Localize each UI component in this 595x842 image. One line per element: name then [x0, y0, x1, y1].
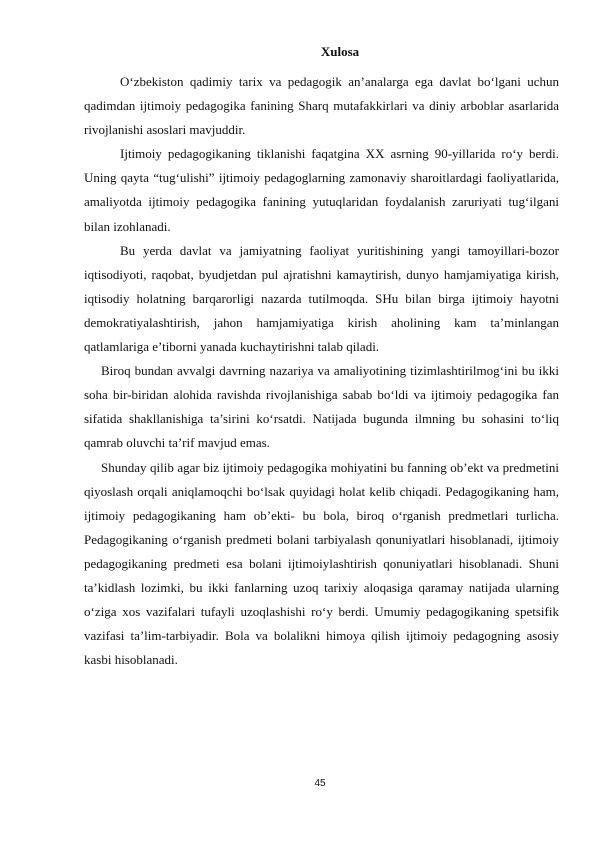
- paragraph-5: Shunday qilib agar biz ijtimoiy pedagogika mohiyatini bu fanning ob’ekt va predmetini qiyoslash orqali aniqlamoqchi bo‘lsak quyidagi holat kelib chiqadi. Pedagogikaning ham, ijtimoiy pedagogikaning ham ob’ekti- bu bola, biroq o‘rganish predmetlari turlicha. Pedagogikaning o‘rganish predmeti bolani tarbiyalash qonuniyatlari hisoblanadi, ijtimoiy pedagogikaning predmeti esa bolani ijtimoiylashtirish qonuniyatlari hisoblanadi. Shuni ta’kidlash lozimki, bu ikki fanlarning uzoq tarixiy aloqasiga qaramay natijada ularning o‘ziga xos vazifalari tufayli uzoqlashishi ro‘y berdi. Umumiy pedagogikaning spetsifik vazifasi ta’lim-tarbiyadir. Bola va bolalikni himoya qilish ijtimoiy pedagogning asosiy kasbi hisoblanadi.: [84, 459, 559, 668]
- page-title: Xulosa: [320, 44, 360, 59]
- paragraph-2: Ijtimoiy pedagogikaning tiklanishi faqatgina XX asrning 90-yillarida ro‘y berdi. Uning qayta “tug‘ulishi” ijtimoiy pedagoglarning zamonaviy sharoitlardagi faoliyatlarida, amaliyotda ijtimoiy pedagogika fanining yutuqlaridan foydalanish zaruriyati tug‘ilgani bilan izohlanadi.: [84, 146, 559, 234]
- page-number: 45: [314, 778, 326, 789]
- paragraph-4: Biroq bundan avvalgi davrning nazariya va amaliyotining tizimlashtirilmog‘ini bu ikki soha bir-biridan alohida ravishda rivojlanishiga sabab bo‘ldi va ijtimoiy pedagogika fan sifatida shakllanishiga ta’sirini ko‘rsatdi. Natijada bugunda ilmning bu sohasini to‘liq qamrab oluvchi ta’rif mavjud emas.: [84, 363, 559, 451]
- paragraph-1: O‘zbekiston qadimiy tarix va pedagogik an’analarga ega davlat bo‘lgani uchun qadimdan ijtimoiy pedagogika fanining Sharq mutafakkirlari va diniy arboblar asarlarida rivojlanishi asoslari mavjuddir.: [84, 74, 559, 138]
- paragraph-3: Bu yerda davlat va jamiyatning faoliyat yuritishining yangi tamoyillari-bozor iqtisodiyoti, raqobat, byudjetdan pul ajratishni kamaytirish, dunyo hamjamiyatiga kirish, iqtisodiy holatning barqarorligi nazarda tutilmoqda. SHu bilan birga ijtimoiy hayotni demokratiyalashtirish, jahon hamjamiyatiga kirish aholining kam ta’minlangan qatlamlariga e’tiborni yanada kuchaytirishni talab qiladi.: [84, 242, 559, 355]
- body-text: [84, 70, 559, 672]
